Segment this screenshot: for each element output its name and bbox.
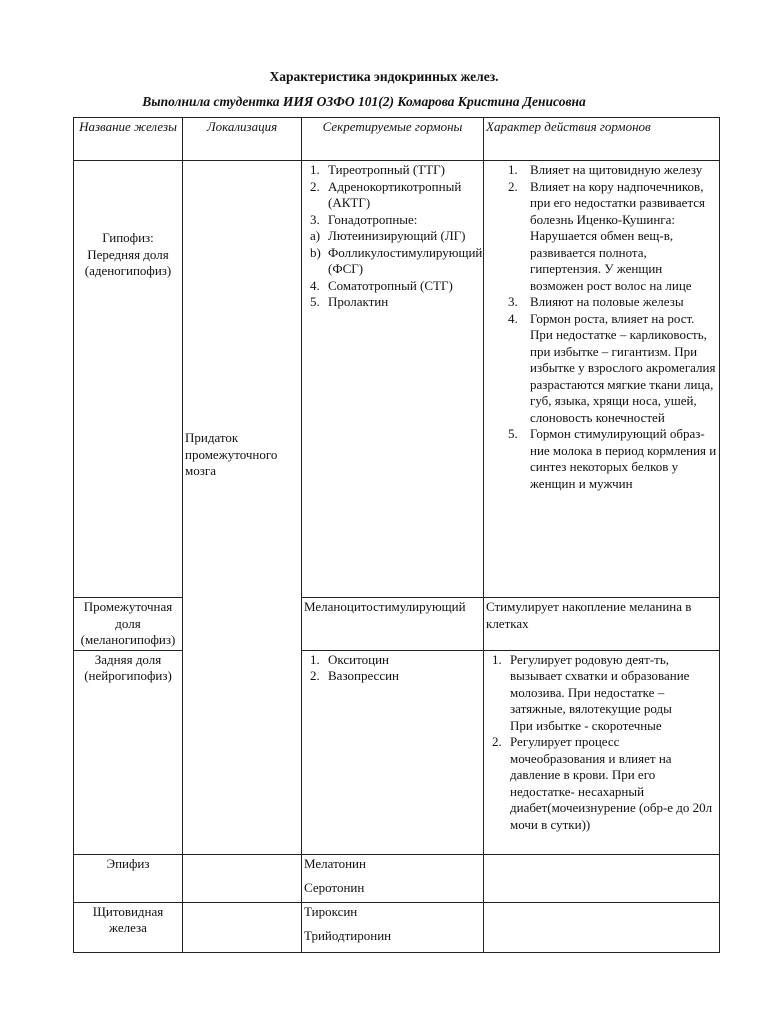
list-item	[304, 179, 481, 212]
list-item-text: Регулирует родовую деят-ть, вызывает схватки и образование молозива. При недостатке – затяжные, вялотекущие роды	[510, 651, 690, 716]
hormones-epiphysis	[302, 854, 484, 902]
list-item-number: 2.	[508, 178, 518, 194]
localization-cell	[183, 161, 302, 855]
action-list	[486, 652, 717, 834]
action-list	[486, 162, 717, 492]
list-item-text: Гормон стимулирующий образ-ние молока в период кормления и синтез некоторых белков у женщин и мужчин	[530, 426, 717, 491]
list-item-number: a)	[310, 228, 321, 243]
list-item-number: 1.	[310, 162, 320, 177]
list-item-number: 3.	[310, 211, 320, 227]
list-item	[304, 294, 481, 311]
endocrine-glands-table	[73, 117, 720, 953]
header-action: Характер действия гормонов	[484, 118, 720, 161]
gland-name-epiphysis: Эпифиз	[74, 854, 183, 902]
list-item-text: Влияет на кору надпочечников, при его недостатки развивается болезнь Иценко-Кушинга: Нарушается обмен вещ-в, развивается полнота, гипертензия. У женщин возможен рост волос на лице	[530, 178, 706, 293]
actions-neurohypophysis	[484, 650, 720, 854]
header-hormones: Секретируемые гормоны	[302, 118, 484, 161]
list-item-text: Лютеинизирующий (ЛГ)	[328, 228, 466, 243]
list-item-number: 4.	[310, 277, 320, 293]
list-item-text: Гормон роста, влияет на рост. При недостатке – карликовость, при избытке – гигантизм. При избытке у взрослого акромегалия разрастаются мягкие ткани лица, губ, языка, хрящи носа, ушей, слоновость конечностей	[530, 310, 716, 425]
hormone-item: Серотонин	[304, 880, 365, 895]
list-item	[304, 228, 481, 245]
gland-name-intermediate: Промежуточная доля (меланогипофиз)	[74, 598, 183, 651]
table-row-neurohypophysis	[74, 650, 720, 854]
list-item	[486, 718, 717, 735]
action-intermediate: Стимулирует накопление меланина в клетках	[484, 598, 720, 651]
list-item-number: 5.	[508, 426, 518, 441]
hormone-list	[304, 162, 481, 311]
hormones-adenohypophysis	[302, 161, 484, 598]
localization-epiphysis	[183, 854, 302, 902]
list-item-text: Влияет на щитовидную железу	[530, 162, 703, 177]
hormone-intermediate: Меланоцитостимулирующий	[302, 598, 484, 651]
hormone-item: Мелатонин	[304, 855, 366, 871]
list-item	[486, 162, 717, 179]
list-item-text: Тиреотропный (ТТГ)	[328, 162, 445, 177]
list-item	[486, 426, 717, 492]
hormones-thyroid	[302, 902, 484, 952]
header-localization: Локализация	[183, 118, 302, 161]
list-item	[304, 245, 481, 278]
list-item-number: 2.	[310, 178, 320, 194]
gland-name-text: Гипофиз: Передняя доля (аденогипофиз)	[84, 230, 172, 278]
hormones-neurohypophysis	[302, 650, 484, 854]
table-header-row	[74, 118, 720, 161]
list-item	[486, 294, 717, 311]
list-item-number: 5.	[310, 294, 320, 309]
list-item-text: Окситоцин	[328, 651, 389, 667]
localization-thyroid	[183, 902, 302, 952]
list-item-text: Вазопрессин	[328, 668, 400, 683]
list-item-number: 4.	[508, 310, 518, 326]
list-item-number: 1.	[508, 162, 518, 177]
table-row-intermediate	[74, 598, 720, 651]
list-item	[304, 162, 481, 179]
list-item	[486, 734, 717, 833]
localization-text: Придаток промежуточного мозга	[185, 430, 278, 478]
document-subtitle: Выполнила студентка ИИЯ ОЗФО 101(2) Комарова Кристина Денисовна	[142, 94, 586, 109]
list-item-text: Регулирует процесс мочеобразования и влияет на давление в крови. При его недостатке- несахарный диабет(мочеизнурение (обр-е до 20л мочи в сутки))	[510, 734, 713, 832]
gland-name-neurohypophysis: Задняя доля (нейрогипофиз)	[74, 650, 183, 854]
gland-name-thyroid: Щитовидная железа	[74, 902, 183, 952]
list-item	[304, 212, 481, 229]
list-item-number: 2.	[310, 668, 320, 683]
list-item	[304, 278, 481, 295]
header-gland-name: Название железы	[74, 118, 183, 161]
list-item	[486, 652, 717, 718]
list-item-text: Адренокортикотропный (АКТГ)	[328, 178, 462, 210]
list-item-text: Фолликулостимулирующий (ФСГ)	[328, 244, 483, 276]
list-item-number: 2.	[492, 734, 502, 749]
list-item-text: Гонадотропные:	[328, 211, 418, 227]
list-item-text: Пролактин	[328, 294, 389, 309]
list-item	[304, 652, 481, 669]
hormone-item: Трийодтиронин	[304, 928, 392, 943]
document-title: Характеристика эндокринных желез.	[269, 69, 499, 84]
list-item-number: 1.	[492, 651, 502, 667]
table-row-thyroid	[74, 902, 720, 952]
list-item-text: Соматотропный (СТГ)	[328, 277, 453, 293]
hormone-item: Тироксин	[304, 903, 358, 919]
table-row-adenohypophysis	[74, 161, 720, 598]
hormone-list	[304, 652, 481, 685]
list-item-number: 1.	[310, 651, 320, 667]
list-item	[486, 179, 717, 295]
actions-adenohypophysis	[484, 161, 720, 598]
list-item	[304, 668, 481, 685]
table-row-epiphysis	[74, 854, 720, 902]
list-item	[486, 311, 717, 427]
actions-epiphysis	[484, 854, 720, 902]
list-item-text: Влияют на половые железы	[530, 294, 684, 309]
list-item-number: b)	[310, 244, 321, 260]
list-item-text: При избытке - скоротечные	[510, 717, 662, 733]
gland-name-adenohypophysis	[74, 161, 183, 598]
list-item-number: 3.	[508, 294, 518, 309]
actions-thyroid	[484, 902, 720, 952]
